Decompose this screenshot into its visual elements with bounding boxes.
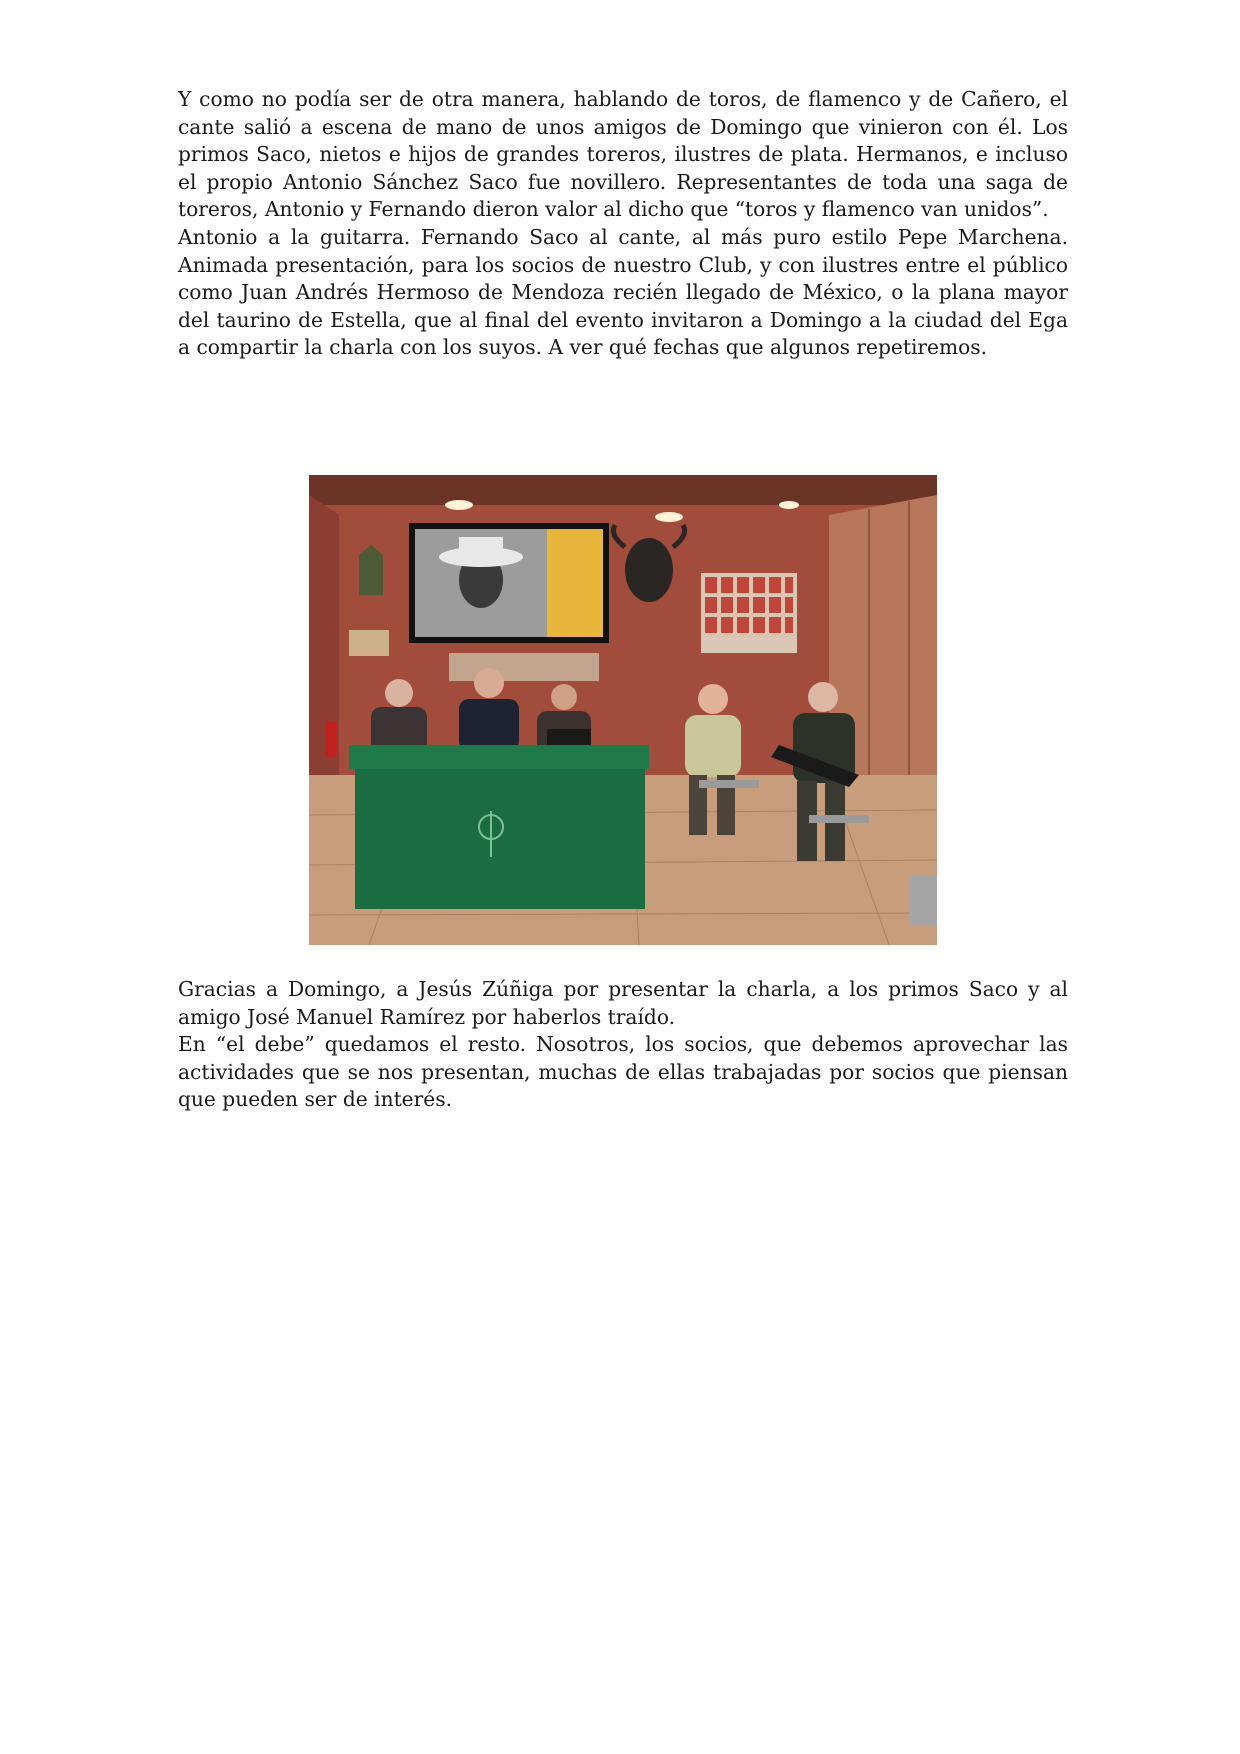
article-text-bottom [178, 976, 1068, 1114]
paragraph: Y como no podía ser de otra manera, hablando de toros, de flamenco y de Cañero, el cante salió a escena de mano de unos amigos de Domingo que vinieron con él. Los primos Saco, nietos e hijos de grandes toreros, ilustres de plata. Hermanos, e incluso el propio Antonio Sánchez Saco fue novillero. Representantes de toda una saga de toreros, Antonio y Fernando dieron valor al dicho que “toros y flamenco van unidos”. [178, 87, 1068, 222]
paragraph: En “el debe” quedamos el resto. Nosotros, los socios, que debemos aprovechar las actividades que se nos presentan, muchas de ellas trabajadas por socios que piensan que pueden ser de interés. [178, 1032, 1068, 1112]
event-photo [309, 475, 937, 945]
paragraph: Gracias a Domingo, a Jesús Zúñiga por presentar la charla, a los primos Saco y al amigo José Manuel Ramírez por haberlos traído. [178, 977, 1068, 1029]
paragraph: Antonio a la guitarra. Fernando Saco al cante, al más puro estilo Pepe Marchena. Animada presentación, para los socios de nuestro Club, y con ilustres entre el público como Juan Andrés Hermoso de Mendoza recién llegado de México, o la plana mayor del taurino de Estella, que al final del evento invitaron a Domingo a la ciudad del Ega a compartir la charla con los suyos. A ver qué fechas que algunos repetiremos. [178, 224, 1068, 360]
article-text-top [178, 86, 1068, 362]
